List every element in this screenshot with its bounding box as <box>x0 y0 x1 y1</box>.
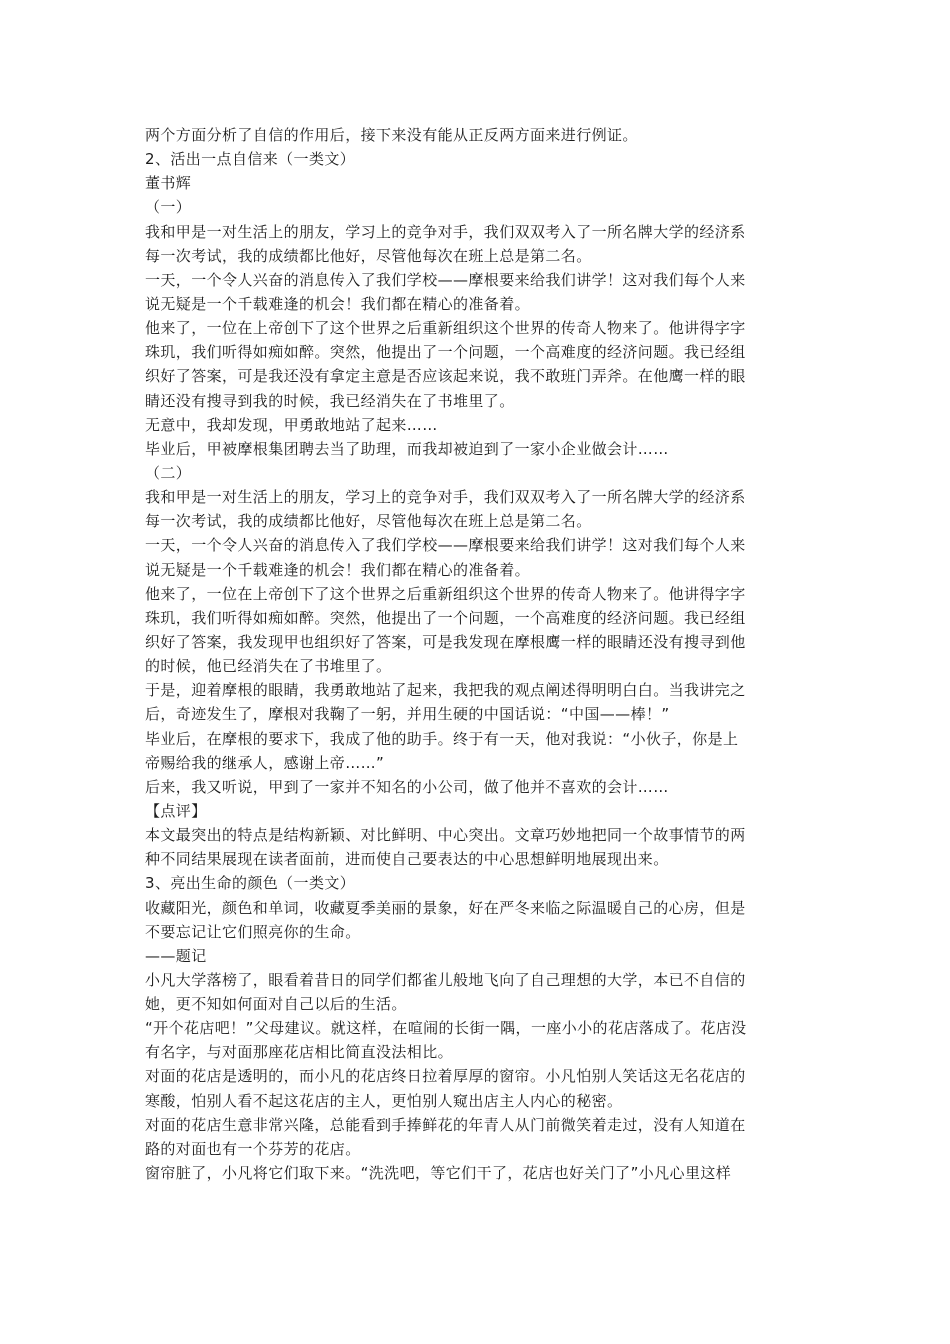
text-line: （二） <box>145 463 192 482</box>
text-line: 对面的花店是透明的，而小凡的花店终日拉着厚厚的窗帘。小凡怕别人笑话这无名花店的 <box>145 1067 746 1086</box>
text-line: 睛还没有搜寻到我的时候，我已经消失在了书堆里了。 <box>145 391 515 410</box>
text-line: 窗帘脏了，小凡将它们取下来。“洗洗吧，等它们干了，花店也好关门了”小凡心里这样 <box>145 1164 732 1183</box>
text-line: （一） <box>145 198 192 217</box>
text-line: 毕业后，在摩根的要求下，我成了他的助手。终于有一天，他对我说：“小伙子，你是上 <box>145 729 739 748</box>
text-line: 3、亮出生命的颜色（一类文） <box>145 874 356 893</box>
text-line: 每一次考试，我的成绩都比他好，尽管他每次在班上总是第二名。 <box>145 512 592 531</box>
text-line: 两个方面分析了自信的作用后，接下来没有能从正反两方面来进行例证。 <box>145 126 638 144</box>
text-line: 不要忘记让它们照亮你的生命。 <box>145 922 361 941</box>
text-line: 后，奇迹发生了，摩根对我鞠了一躬，并用生硬的中国话说：“中国——棒！” <box>145 705 670 724</box>
text-line: 帝赐给我的继承人，感谢上帝……” <box>145 753 385 772</box>
text-line: 说无疑是一个千载难逢的机会！我们都在精心的准备着。 <box>145 560 531 579</box>
text-line: 种不同结果展现在读者面前，进而使自己要表达的中心思想鲜明地展现出来。 <box>145 850 669 869</box>
text-line: 我和甲是一对生活上的朋友，学习上的竞争对手，我们双双考入了一所名牌大学的经济系 <box>145 488 746 507</box>
text-line: 有名字，与对面那座花店相比简直没法相比。 <box>145 1043 454 1062</box>
text-line: 2、活出一点自信来（一类文） <box>145 150 356 169</box>
text-line: 收藏阳光，颜色和单词，收藏夏季美丽的景象，好在严冬来临之际温暖自己的心房，但是 <box>145 898 746 917</box>
text-line: 【点评】 <box>145 801 207 820</box>
text-line: 他来了，一位在上帝创下了这个世界之后重新组织这个世界的传奇人物来了。他讲得字字 <box>145 319 746 338</box>
text-line: 珠玑，我们听得如痴如醉。突然，他提出了一个问题，一个高难度的经济问题。我已经组 <box>145 608 746 627</box>
text-line: 她，更不知如何面对自己以后的生活。 <box>145 995 407 1014</box>
text-line: 一天，一个令人兴奋的消息传入了我们学校——摩根要来给我们讲学！这对我们每个人来 <box>145 536 746 555</box>
text-line: 小凡大学落榜了，眼看着昔日的同学们都雀儿般地飞向了自己理想的大学，本已不自信的 <box>145 970 746 989</box>
text-line: 寒酸，怕别人看不起这花店的主人，更怕别人窥出店主人内心的秘密。 <box>145 1091 623 1110</box>
text-line: 说无疑是一个千载难逢的机会！我们都在精心的准备着。 <box>145 294 531 313</box>
text-line: 他来了，一位在上帝创下了这个世界之后重新组织这个世界的传奇人物来了。他讲得字字 <box>145 584 746 603</box>
text-line: 织好了答案，可是我还没有拿定主意是否应该起来说，我不敢班门弄斧。在他鹰一样的眼 <box>145 367 746 386</box>
text-line: 对面的花店生意非常兴隆，总能看到手捧鲜花的年青人从门前微笑着走过，没有人知道在 <box>145 1115 746 1134</box>
text-line: 我和甲是一对生活上的朋友，学习上的竞争对手，我们双双考入了一所名牌大学的经济系 <box>145 222 746 241</box>
text-line: 本文最突出的特点是结构新颖、对比鲜明、中心突出。文章巧妙地把同一个故事情节的两 <box>145 826 746 845</box>
text-line: 于是，迎着摩根的眼睛，我勇敢地站了起来，我把我的观点阐述得明明白白。当我讲完之 <box>145 681 746 700</box>
text-line: 董书辉 <box>145 174 192 193</box>
document-body <box>145 123 810 1185</box>
text-line: 的时候，他已经消失在了书堆里了。 <box>145 657 392 676</box>
text-line: 路的对面也有一个芬芳的花店。 <box>145 1139 361 1158</box>
text-line: ——题记 <box>145 946 207 965</box>
text-line: 织好了答案，我发现甲也组织好了答案，可是我发现在摩根鹰一样的眼睛还没有搜寻到他 <box>145 632 746 651</box>
text-line: 每一次考试，我的成绩都比他好，尽管他每次在班上总是第二名。 <box>145 246 592 265</box>
text-line: 毕业后，甲被摩根集团聘去当了助理，而我却被迫到了一家小企业做会计…… <box>145 439 669 458</box>
text-line: 一天，一个令人兴奋的消息传入了我们学校——摩根要来给我们讲学！这对我们每个人来 <box>145 270 746 289</box>
text-line: 后来，我又听说，甲到了一家并不知名的小公司，做了他并不喜欢的会计…… <box>145 777 669 796</box>
text-line: 无意中，我却发现，甲勇敢地站了起来…… <box>145 415 438 434</box>
text-line: “开个花店吧！”父母建议。就这样，在喧闹的长街一隅，一座小小的花店落成了。花店没 <box>145 1019 747 1038</box>
text-line: 珠玑，我们听得如痴如醉。突然，他提出了一个问题，一个高难度的经济问题。我已经组 <box>145 343 746 362</box>
